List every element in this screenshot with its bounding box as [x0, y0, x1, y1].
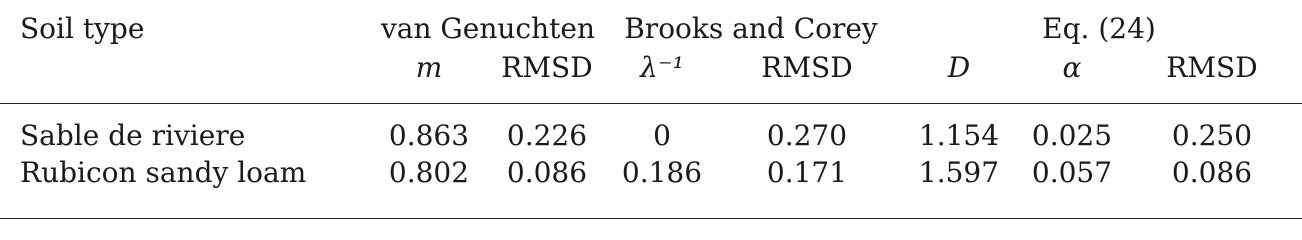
cell-vg-rmsd: 0.226 — [506, 119, 588, 152]
header-vg-m: m — [415, 51, 443, 84]
cell-eq-rmsd: 0.250 — [1171, 119, 1253, 152]
bottom-spacer — [0, 194, 1302, 219]
cell-vg-m: 0.863 — [388, 119, 470, 152]
header-soil-type: Soil type — [20, 12, 145, 45]
header-bc-rmsd: RMSD — [761, 51, 853, 84]
header-vg-rmsd: RMSD — [501, 51, 593, 84]
cell-bc-lambda: 0.186 — [621, 156, 703, 189]
table-row — [0, 104, 1302, 152]
cell-bc-lambda: 0 — [653, 119, 671, 152]
header-group-van-genuchten: van Genuchten — [380, 12, 596, 45]
bottom-rule — [0, 219, 1302, 220]
header-row-groups — [0, 0, 1302, 47]
cell-vg-m: 0.802 — [388, 156, 470, 189]
header-row-params — [0, 47, 1302, 89]
cell-eq-alpha: 0.057 — [1031, 156, 1113, 189]
header-empty — [0, 47, 370, 89]
header-bc-lambda: λ⁻¹ — [640, 51, 684, 84]
header-eq-rmsd: RMSD — [1166, 51, 1258, 84]
cell-vg-rmsd: 0.086 — [506, 156, 588, 189]
header-eq-d: D — [947, 51, 971, 84]
header-spacer — [0, 89, 1302, 104]
cell-bc-rmsd: 0.270 — [766, 119, 848, 152]
cell-eq-d: 1.597 — [918, 156, 1000, 189]
header-eq-alpha: α — [1062, 51, 1082, 84]
header-group-brooks-corey: Brooks and Corey — [624, 12, 878, 45]
cell-soil: Rubicon sandy loam — [20, 156, 307, 189]
cell-soil: Sable de riviere — [20, 119, 246, 152]
cell-eq-d: 1.154 — [918, 119, 1000, 152]
header-group-eq24: Eq. (24) — [1042, 12, 1156, 45]
cell-bc-rmsd: 0.171 — [766, 156, 848, 189]
table-row — [0, 152, 1302, 194]
cell-eq-rmsd: 0.086 — [1171, 156, 1253, 189]
cell-eq-alpha: 0.025 — [1031, 119, 1113, 152]
